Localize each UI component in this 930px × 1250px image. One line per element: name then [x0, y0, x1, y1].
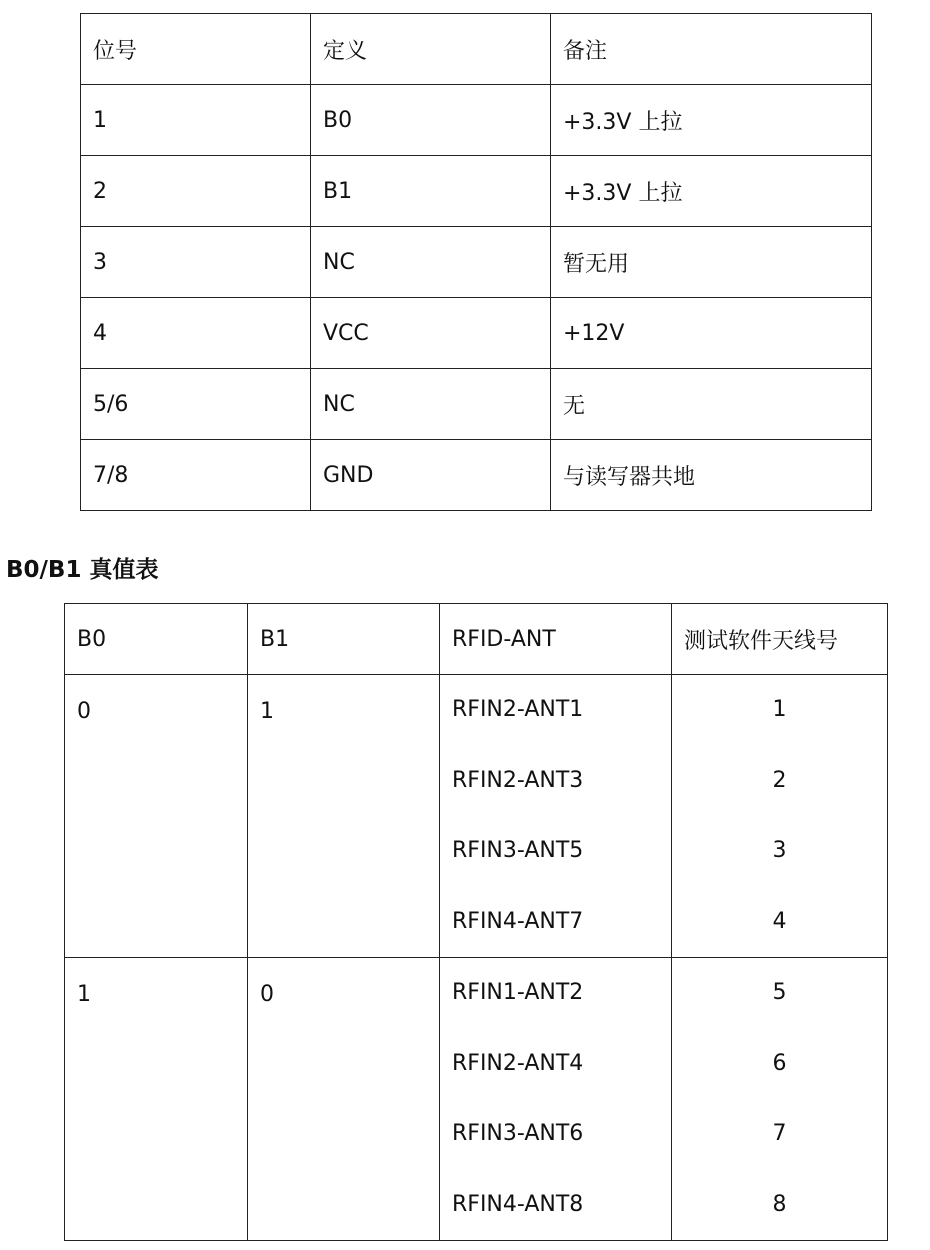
- antenna-label: RFIN2-ANT1: [452, 697, 584, 722]
- antenna-number: 5: [772, 980, 787, 1005]
- b0-value-cell: 0: [65, 675, 248, 958]
- header-cell: B0: [65, 604, 248, 675]
- antenna-list-cell: [440, 958, 672, 1241]
- b1-value-cell: 0: [248, 958, 440, 1241]
- antenna-label: RFIN2-ANT3: [452, 767, 584, 793]
- b1-value-cell: 1: [248, 675, 440, 958]
- pin-definition-cell: B0: [311, 85, 551, 156]
- pin-definition-cell: NC: [311, 227, 551, 298]
- pin-number-cell: 5/6: [81, 369, 311, 440]
- antenna-label: RFIN2-ANT4: [452, 1050, 584, 1076]
- pin-definition-table: [80, 13, 872, 511]
- b0-value-cell: 1: [65, 958, 248, 1241]
- header-cell: 定义: [311, 14, 551, 85]
- pin-note-cell: 暂无用: [551, 227, 872, 298]
- pin-number-cell: 2: [81, 156, 311, 227]
- pin-number-cell: 1: [81, 85, 311, 156]
- antenna-number: 4: [772, 908, 787, 934]
- pin-number-cell: 3: [81, 227, 311, 298]
- table-row: [81, 369, 872, 440]
- antenna-label: RFIN3-ANT5: [452, 838, 584, 863]
- antenna-label: RFIN4-ANT8: [452, 1191, 584, 1217]
- header-cell: RFID-ANT: [440, 604, 672, 675]
- antenna-number: 6: [772, 1050, 787, 1076]
- header-cell: 备注: [551, 14, 872, 85]
- pin-note-cell: +3.3V 上拉: [551, 85, 872, 156]
- header-cell: B1: [248, 604, 440, 675]
- table-row: [81, 227, 872, 298]
- antenna-number: 3: [772, 838, 787, 863]
- pin-definition-cell: VCC: [311, 298, 551, 369]
- antenna-number-cell: [672, 675, 888, 958]
- truth-table: [64, 603, 888, 1241]
- table-row: [81, 298, 872, 369]
- table-row: [65, 675, 888, 958]
- header-cell: 位号: [81, 14, 311, 85]
- pin-note-cell: +12V: [551, 298, 872, 369]
- antenna-number-cell: [672, 958, 888, 1241]
- table-header-row: [81, 14, 872, 85]
- antenna-number: 2: [772, 767, 787, 793]
- truth-table-heading: B0/B1 真值表: [6, 557, 159, 583]
- antenna-number: 1: [772, 697, 787, 722]
- table-row: [81, 156, 872, 227]
- table-row: [65, 958, 888, 1241]
- pin-number-cell: 4: [81, 298, 311, 369]
- antenna-label: RFIN4-ANT7: [452, 908, 584, 934]
- pin-definition-cell: B1: [311, 156, 551, 227]
- table-header-row: [65, 604, 888, 675]
- pin-definition-cell: GND: [311, 440, 551, 511]
- table-row: [81, 440, 872, 511]
- pin-note-cell: 无: [551, 369, 872, 440]
- pin-number-cell: 7/8: [81, 440, 311, 511]
- antenna-list-cell: [440, 675, 672, 958]
- table-row: [81, 85, 872, 156]
- antenna-label: RFIN1-ANT2: [452, 980, 584, 1005]
- antenna-number: 8: [772, 1191, 787, 1217]
- pin-note-cell: 与读写器共地: [551, 440, 872, 511]
- pin-note-cell: +3.3V 上拉: [551, 156, 872, 227]
- pin-definition-cell: NC: [311, 369, 551, 440]
- antenna-label: RFIN3-ANT6: [452, 1121, 584, 1146]
- header-cell: 测试软件天线号: [672, 604, 888, 675]
- antenna-number: 7: [772, 1121, 787, 1146]
